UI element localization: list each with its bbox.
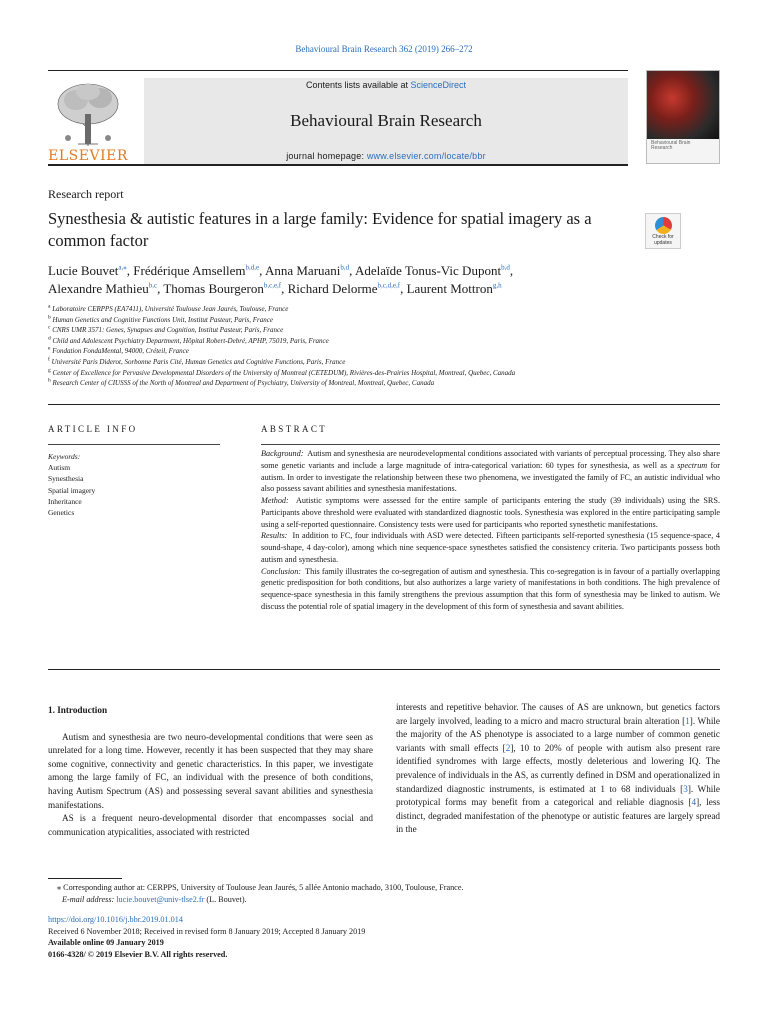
footnotes	[48, 882, 720, 905]
affiliation-item	[48, 325, 720, 336]
abstract-emphasis: spectrum	[677, 460, 708, 470]
affiliation-letter: h	[48, 377, 51, 384]
header-rule-top	[48, 70, 628, 71]
author-separator: ,	[509, 263, 514, 278]
author-separator: ,	[400, 281, 407, 296]
footnote-rule	[48, 878, 122, 879]
affiliation-text: Child and Adolescent Psychiatry Department, Hôpital Robert-Debré, APHP, 75019, Paris, France	[50, 336, 329, 345]
body-text: ]. While the majority of the AS phenotype is associated to a large number of common genetic variants with small effects [	[396, 715, 720, 753]
abstract-results	[261, 530, 720, 565]
author-list	[48, 262, 668, 298]
affiliation-item	[48, 315, 720, 326]
crossmark-badge[interactable]	[645, 213, 681, 249]
affiliation-letter: a	[48, 303, 51, 310]
affiliation-item	[48, 357, 720, 368]
affiliation-letter: g	[48, 367, 51, 374]
author-affiliation-marks[interactable]: b,d	[501, 263, 510, 272]
affiliation-text: Center of Excellence for Pervasive Developmental Disorders of the University of Montreal (CETEDUM), Rivières-des-Prairies Hospital, Montreal, Quebec, Canada	[50, 368, 516, 377]
cover-brain-image	[647, 71, 719, 139]
citation-link[interactable]: 2	[505, 742, 511, 753]
keyword-item: Spatial imagery	[48, 485, 96, 495]
abstract-sentence: This family illustrates the co-segregation of autism and synesthesia. This co-segregation is in favour of a partially overlapping genetic predisposition for both conditions, but also authorizes a large variety of manifestations in both conditions. The high prevalence of sequence-space synesthesia in this family strengthens the previous assumption that this form of synesthesia may be linked to autism. We discuss the potential role of spatial imagery in the development of this form of synesthesia and savant abilities.	[261, 566, 720, 611]
body-paragraph	[396, 701, 720, 837]
contents-line	[144, 80, 628, 90]
body-text: interests and repetitive behavior. The causes of AS are unknown, but genetics factors are largely involved, leading to a micro and macro structural brain alteration [	[396, 702, 720, 726]
affiliation-item	[48, 304, 720, 315]
author-separator: ,	[281, 281, 288, 296]
abstract-sentence: Autism and synesthesia are neurodevelopmental conditions associated with variants of perceptual processing. They also share some genetic variants and include a large magnitude of intra-categorical variation: 60 types for synesthesia, as well as a	[261, 449, 720, 470]
affiliation-item	[48, 346, 720, 357]
email-link[interactable]: lucie.bouvet@univ-tlse2.fr	[116, 894, 205, 904]
keyword-item: Autism	[48, 463, 71, 473]
body-paragraph: AS is a frequent neuro-developmental disorder that encompasses social and communication atypicalities, associated with restricted	[48, 813, 373, 837]
cover-title-text: Behavioural Brain Research	[651, 140, 691, 151]
affiliation-letter: c	[48, 324, 51, 331]
author-affiliation-marks[interactable]: a,⁎	[118, 263, 127, 272]
section-rule	[48, 669, 720, 670]
doi-link[interactable]: https://doi.org/10.1016/j.bbr.2019.01.014	[48, 915, 183, 924]
affiliation-text: Human Genetics and Cognitive Functions Unit, Institut Pasteur, Paris, France	[50, 315, 273, 324]
affiliation-text: Fondation FondaMental, 94000, Créteil, France	[50, 347, 189, 356]
corresponding-text: Corresponding author at: CERPPS, University of Toulouse Jean Jaurés, 5 allée Antonio machado, 3100, Toulouse, France.	[61, 883, 464, 892]
elsevier-wordmark: ELSEVIER	[48, 148, 128, 164]
keyword-item: Synesthesia	[48, 474, 84, 484]
body-text: ]. While prototypical forms may benefit from a categorical and reliable diagnosis [	[396, 783, 720, 808]
citation-link[interactable]: 1	[685, 715, 690, 726]
keywords-block	[48, 451, 218, 518]
author-name: Frédérique Amsellem	[133, 263, 246, 278]
homepage-link[interactable]: www.elsevier.com/locate/bbr	[366, 151, 486, 161]
email-label: E-mail address:	[62, 894, 115, 904]
homepage-line	[144, 151, 628, 161]
abstract-text	[261, 448, 720, 613]
received-dates: Received 6 November 2018; Received in revised form 8 January 2019; Accepted 8 January 2019	[48, 926, 366, 936]
crossmark-label: Check for updates	[652, 234, 674, 246]
author-name: Adelaïde Tonus-Vic Dupont	[354, 263, 502, 278]
abstract-method	[261, 495, 720, 530]
keyword-item: Inheritance	[48, 496, 82, 506]
affiliation-list	[48, 304, 720, 389]
author-name: Anna Maruani	[264, 263, 341, 278]
contents-prefix: Contents lists available at	[305, 80, 411, 90]
article-title: Synesthesia & autistic features in a large family: Evidence for spatial imagery as a common factor	[48, 209, 592, 250]
crossmark-icon	[655, 217, 672, 234]
citation-link[interactable]: 4	[691, 797, 697, 808]
affiliation-text: Université Paris Diderot, Sorbonne Paris Cité, Human Genetics and Cognitive Functions, Paris, France	[49, 357, 346, 366]
article-info-rule	[48, 444, 220, 445]
abstract-sentence: Autistic symptoms were assessed for the entire sample of participants entering the study (39 individuals) using the SRS. Participants above threshold were evaluated with standardized diagnostic tools. Synesthesia was explored in the entire participating sample using a self-reported questionnaire. Consistency tests were used for participants who reported synesthetic manifestations.	[261, 496, 720, 529]
abstract-heading: ABSTRACT	[261, 424, 328, 434]
section-rule	[48, 404, 720, 405]
abstract-rule	[261, 444, 720, 445]
affiliation-letter: e	[48, 346, 51, 353]
author-affiliation-marks[interactable]: b,c,e,f	[263, 281, 282, 290]
available-online: Available online 09 January 2019	[48, 938, 164, 947]
abstract-sentence: In addition to FC, four individuals with ASD were detected. Fifteen participants self-reported synesthesia (15 sequence-space, 4 sound-shape, 4 day-color), among which nine sequence-space synesthetes satisfied the consistency criteria. Two participants possess both autism and synesthesia.	[261, 531, 721, 564]
author-line-2	[48, 280, 668, 298]
abstract-label: Conclusion:	[261, 566, 302, 576]
affiliation-item	[48, 368, 720, 379]
affiliation-letter: b	[48, 314, 51, 321]
author-name: Richard Delorme	[287, 281, 378, 296]
article-type: Research report	[48, 187, 124, 201]
keyword-item: Genetics	[48, 508, 75, 518]
body-column-left	[48, 704, 373, 839]
corresponding-mark: ⁎	[57, 883, 62, 892]
author-name: Thomas Bourgeron	[163, 281, 264, 296]
keywords-label: Keywords:	[48, 452, 81, 461]
article-info-heading: ARTICLE INFO	[48, 424, 138, 434]
keywords-list	[48, 462, 218, 518]
affiliation-item	[48, 336, 720, 347]
journal-reference-link[interactable]: Behavioural Brain Research 362 (2019) 266–272	[295, 44, 473, 54]
author-affiliation-marks[interactable]: b,c	[148, 281, 158, 290]
author-separator: ,	[259, 263, 265, 278]
body-text: ], less distinct, degraded manifestation of the phenotype or autistic features are largely spread in the	[396, 797, 721, 835]
abstract-label: Method:	[261, 496, 289, 505]
abstract-label: Results:	[261, 531, 288, 541]
copyright-line: 0166-4328/ © 2019 Elsevier B.V. All rights reserved.	[48, 949, 228, 959]
affiliation-item	[48, 378, 720, 389]
journal-header	[48, 70, 720, 166]
journal-title: Behavioural Brain Research	[290, 111, 482, 130]
affiliation-text: Laboratoire CERPPS (EA7411), Université Toulouse Jean Jaurés, Toulouse, France	[50, 305, 289, 313]
author-separator: ,	[349, 263, 355, 278]
publication-info	[48, 914, 720, 960]
header-rule-bottom	[48, 164, 628, 166]
sciencedirect-link[interactable]: ScienceDirect	[410, 80, 467, 90]
tree-icon	[48, 78, 128, 148]
abstract-background	[261, 448, 720, 495]
body-column-right	[396, 701, 720, 837]
body-paragraph: Autism and synesthesia are two neuro-developmental conditions that were seen as unrelated for a long time. However, recently it has been suspected that they may share some cognitive, connectivity and genetic characteristics. In this paper, we investigate among the large family of FC, an individual with the presence of both conditions, having Autism Spectrum (AS) and possessing several savant abilities and synesthesia manifestations.	[48, 731, 373, 810]
author-affiliation-marks[interactable]: b,c,d,e,f	[377, 281, 401, 290]
abstract-label: Background:	[261, 449, 304, 458]
author-affiliation-marks[interactable]: b,d	[340, 263, 350, 272]
citation-link[interactable]: 3	[683, 783, 688, 794]
author-line-1	[48, 262, 668, 280]
affiliation-text: Research Center of CIUSSS of the North of Montreal and Department of Psychiatry, University of Montreal, Montreal, Quebec, Canada	[50, 379, 435, 388]
author-affiliation-marks[interactable]: b,d,e	[245, 263, 260, 272]
author-separator: ,	[157, 281, 164, 296]
section-heading-introduction: 1. Introduction	[48, 705, 108, 715]
journal-cover-thumbnail[interactable]	[646, 70, 720, 164]
email-note	[48, 894, 720, 906]
affiliation-text: CNRS UMR 3571: Genes, Synapses and Cognition, Institut Pasteur, Paris, France	[50, 326, 284, 335]
author-name: Laurent Mottron	[406, 281, 493, 296]
author-affiliation-marks[interactable]: g,h	[492, 281, 502, 290]
author-name: Lucie Bouvet	[48, 263, 119, 278]
abstract-conclusion	[261, 566, 720, 613]
journal-masthead	[144, 78, 628, 164]
homepage-prefix: journal homepage:	[286, 151, 367, 161]
body-text: ], 10 to 20% of people with autism also present rare identified syndromes with large effects, mostly deleterious and lowering IQ. The prevalence of individuals in the AS, as currently defined in DSM and operationalized in standardized diagnostic instruments, is estimated at 1 to 68 individuals [	[396, 742, 720, 794]
abstract-sentence: for autism. In order to investigate the relationship between these two phenomena, we investigated the family of FC, an autistic individual who also possess savant abilities and synesthesia manifestations.	[261, 460, 721, 494]
affiliation-letter: d	[48, 335, 51, 342]
corresponding-author-note	[48, 882, 720, 894]
email-suffix: (L. Bouvet).	[204, 894, 247, 904]
author-name: Alexandre Mathieu	[48, 281, 149, 296]
affiliation-letter: f	[48, 356, 50, 363]
author-separator: ,	[126, 263, 134, 278]
